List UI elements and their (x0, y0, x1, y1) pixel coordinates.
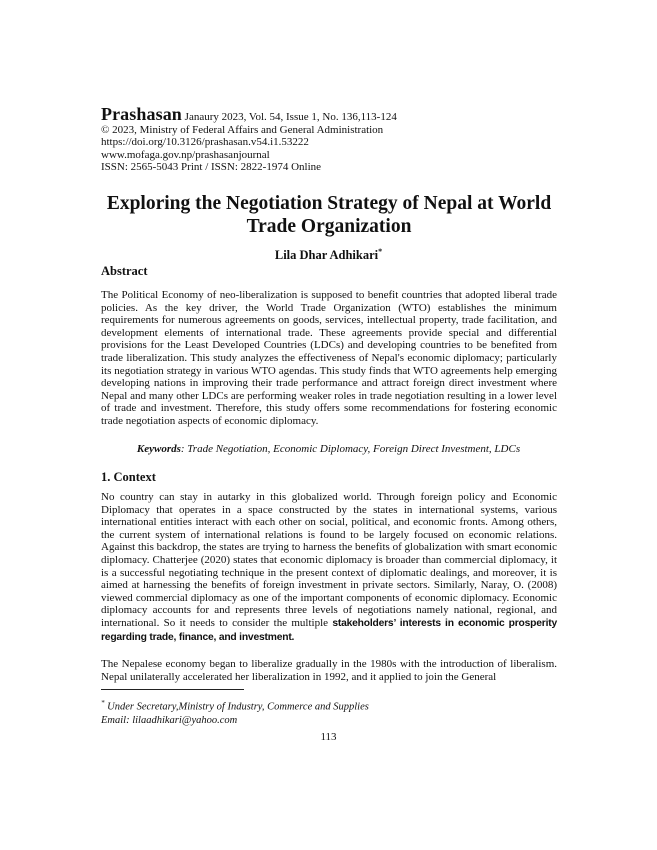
keywords-label: Keywords (136, 443, 181, 455)
copyright-line: © 2023, Ministry of Federal Affairs and General Administration (101, 123, 384, 136)
footnote-divider (101, 689, 244, 690)
page-number: 113 (320, 731, 337, 743)
footnote (101, 697, 369, 727)
author-name: Lila Dhar Adhikari (274, 248, 379, 263)
abstract-text: The Political Economy of neo-liberalization is supposed to benefit countries that adopted liberal trade policies. As the key driver, the World Trade Organization (WTO) establishes the minimum requirements for numerous agreements on goods, services, intellectual property, trade facilitation, and development elements of international trade. These agreements provide special and differential provisions for the Least Developed Countries (LDCs) and developing countries to be benefited from trade liberalization. This study analyzes the effectiveness of Nepal's economic diplomacy; particularly its negotiation strategy in various WTO agendas. This study finds that WTO agreements help emerging developing nations in improving their trade performance and attract foreign direct investment where Nepal and many other LDCs are performing weaker roles in trade negotiation resulting in a lower level of trade and investment. Therefore, this study offers some recommendations for fostering economic trade negotiation aspects of economic diplomacy. (101, 289, 557, 427)
issue-info: Janaury 2023, Vol. 54, Issue 1, No. 136,113-124 (184, 111, 397, 123)
journal-header (101, 104, 561, 174)
context-paragraph-1-text: No country can stay in autarky in this globalized world. Through foreign policy and Economic Diplomacy that operates in a space constructed by the states in international systems, various international entities interact with each other on social, political, and economic fronts. Among others, the current system of international relations is found to be largely focused on economic relations. Against this backdrop, the states are trying to harness the benefits of globalization with smart economic diplomacy. Chatterjee (2020) states that economic diplomacy is broader than commercial diplomacy, it is a successful negotiating technique in the present context of diplomatic dealings, and moreover, it is aimed at harnessing the benefits of foreign investment in private sectors. Similarly, Naray, O. (2008) viewed commercial diplomacy as one of the important components of economic diplomacy. Economic diplomacy accounts for and represents three levels of negotiations namely national, regional, and international. So it needs to consider the multiple (101, 491, 557, 629)
doi-link[interactable]: https://doi.org/10.3126/prashasan.v54.i1.53222 (101, 136, 309, 149)
journal-website-link[interactable]: www.mofaga.gov.np/prashasanjournal (101, 148, 270, 161)
article-title: Exploring the Negotiation Strategy of Nepal at World Trade Organization (106, 193, 552, 237)
keywords-text: : Trade Negotiation, Economic Diplomacy, Foreign Direct Investment, LDCs (180, 443, 521, 455)
author-footnote-mark: * (378, 247, 383, 256)
issn-line: ISSN: 2565-5043 Print / ISSN: 2822-1974 Online (101, 161, 322, 174)
journal-name: Prashasan (101, 104, 182, 124)
context-paragraph-1-bold-text: stakeholders’ interests in economic prosperity regarding trade, finance, and investment. (101, 617, 558, 643)
keywords-line (0, 443, 657, 455)
author-line (0, 247, 657, 263)
footnote-email: Email: lilaadhikari@yahoo.com (101, 714, 238, 726)
abstract-heading: Abstract (101, 264, 148, 278)
section-heading-context: 1. Context (101, 470, 156, 484)
context-paragraph-2: The Nepalese economy began to liberalize gradually in the 1980s with the introduction of liberalism. Nepal unilaterally accelerated her liberalization in 1992, and it applied to join the General (101, 658, 557, 683)
footnote-mark: * (101, 699, 105, 707)
context-paragraph-1 (101, 491, 557, 644)
footnote-affiliation: Under Secretary,Ministry of Industry, Commerce and Supplies (104, 701, 369, 713)
